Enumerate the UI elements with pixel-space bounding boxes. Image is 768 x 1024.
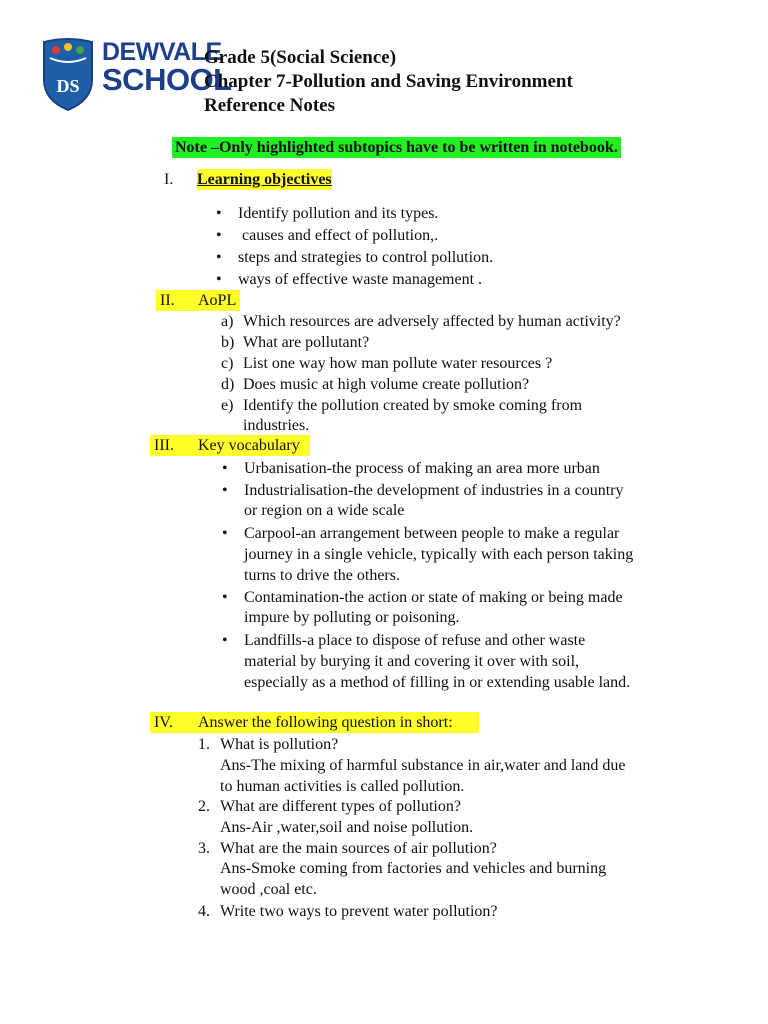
vocab-continuation: impure by polluting or poisoning. [244, 609, 460, 626]
answer-text: Ans-Smoke coming from factories and vehicles and burning [220, 860, 607, 877]
bullet-icon: • [216, 227, 222, 244]
logo-line1: DEWVALE [102, 38, 222, 66]
bullet-icon: • [216, 249, 222, 266]
school-logo [40, 36, 232, 112]
answer-text: to human activities is called pollution. [220, 778, 465, 795]
bullet-icon: • [216, 271, 222, 288]
bullet-icon: • [222, 482, 228, 499]
chapter-title: Chapter 7-Pollution and Saving Environment [204, 71, 573, 92]
bullet-icon: • [222, 632, 228, 649]
section-3-title: Key vocabulary [198, 437, 300, 454]
bullet-icon: • [216, 205, 222, 222]
document-page: DS DEWVALE SCHOOL Grade 5(Social Science) Chapter 7-Pollution and Saving Environment Reference Notes Note –Only highlighted subtopics have to be written in notebook. I. Learning objectives • Identify pollution and its types. • causes and effect of pollution,. • steps and strategies to control pollution. • ways of effective waste management . II. AoPL a) Which resources are adversely affected by human activity? b) What are pollutant? c) List one way how man pollute water resources ? d) Does music at high volume create pollution? e) Identify the pollution created by smoke coming from industries. III. Key vocabulary • Urbanisation-the process of making an area more urban • Industrialisation-the development of industries in a country or region on a wide scale • Carpool-an arrangement between people to make a regular journey in a single vehicle, typically with each person taking turns to drive the others. • Contamination-the action or state of making or being made impure by polluting or poisoning. • Landfills-a place to dispose of refuse and other waste material by burying it and covering it over with soil, especially as a method of filling in or extending usable land. IV. Answer the following question in short: 1. What is pollution? Ans-The mixing of harmful substance in air,water and land due to human activities is called pollution. 2. What are different types of pollution? Ans-Air ,water,soil and noise pollution. 3. What are the main sources of air pollution? Ans-Smoke coming from factories and vehicles and burning wood ,coal etc. 4. Write two ways to prevent water pollution? [0, 0, 768, 1024]
section-2-title: AoPL [198, 292, 237, 309]
vocab-continuation: material by burying it and covering it over with soil, [244, 653, 580, 670]
vocab-continuation: turns to drive the others. [244, 567, 400, 584]
section-4-numeral: IV. [154, 714, 173, 731]
bullet-icon: • [222, 589, 228, 606]
section-3-numeral: III. [154, 437, 174, 454]
answer-text: Ans-Air ,water,soil and noise pollution. [220, 819, 474, 836]
answer-text: Ans-The mixing of harmful substance in air,water and land due [220, 757, 626, 774]
vocab-continuation: or region on a wide scale [244, 502, 405, 519]
section-4-title: Answer the following question in short: [198, 714, 453, 731]
logo-line2: SCHOOL [102, 62, 232, 97]
section-2-numeral: II. [160, 292, 175, 309]
section-2-heading [156, 290, 240, 311]
vocab-continuation: especially as a method of filling in or extending usable land. [244, 674, 631, 691]
notes-subtitle: Reference Notes [204, 95, 335, 116]
section-1-numeral: I. [164, 171, 174, 188]
logo-badge-text: DS [56, 76, 80, 96]
section-4-heading [150, 712, 479, 733]
document-header [204, 46, 724, 118]
bullet-icon: • [222, 460, 228, 477]
bullet-icon: • [222, 525, 228, 542]
notebook-note: Note –Only highlighted subtopics have to be written in notebook. [172, 137, 621, 158]
aopl-item-continuation: industries. [243, 417, 310, 434]
vocab-continuation: journey in a single vehicle, typically with each person taking [244, 546, 634, 563]
answer-text: wood ,coal etc. [220, 881, 317, 898]
grade-title: Grade 5(Social Science) [204, 47, 397, 68]
section-3-heading [150, 435, 310, 456]
section-1-title: Learning objectives [197, 171, 332, 188]
shield-logo-icon [40, 36, 96, 112]
